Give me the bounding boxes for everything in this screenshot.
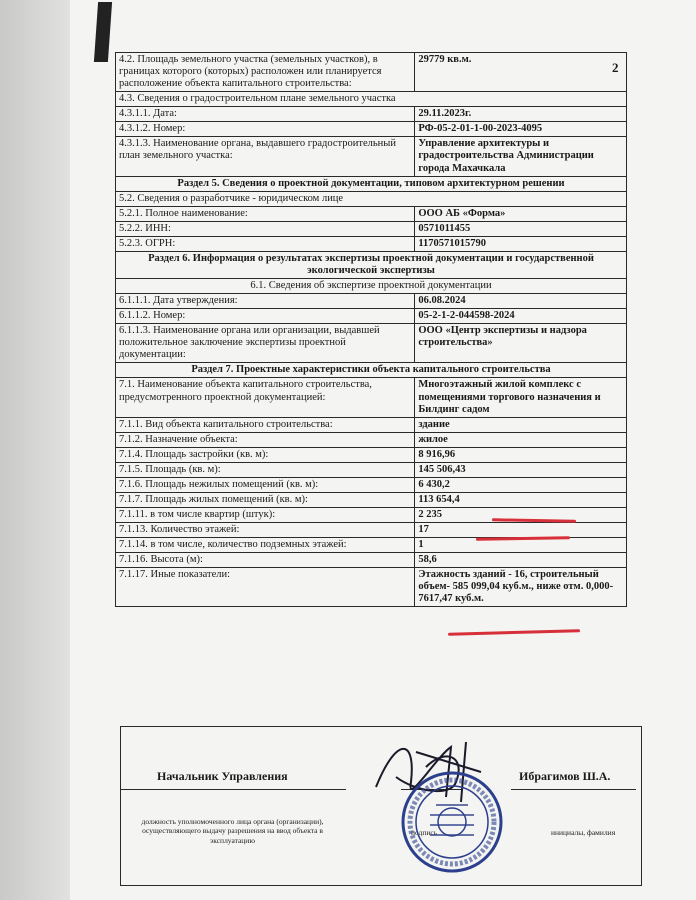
table-row	[116, 294, 627, 309]
label-cell: 6.1.1.3. Наименование органа или организации, выдавшей положительное заключение экспертизы проектной документации:	[116, 324, 415, 363]
table-row	[116, 447, 627, 462]
section-heading: Раздел 6. Информация о результатах экспертизы проектной документации и государственной экологической экспертизы	[116, 251, 627, 278]
table-row	[116, 191, 627, 206]
label-cell: 4.3.1.2. Номер:	[116, 122, 415, 137]
label-cell: 6.1.1.2. Номер:	[116, 309, 415, 324]
label-cell: 7.1.17. Иные показатели:	[116, 568, 415, 607]
page-number: 2	[612, 60, 619, 75]
table-row	[116, 324, 627, 363]
value-cell: Управление архитектуры и градостроительства Администрации города Махачкала	[415, 137, 627, 176]
table-row	[116, 568, 627, 607]
value-cell: 6 430,2	[415, 477, 627, 492]
label-cell: 5.2.3. ОГРН:	[116, 236, 415, 251]
signer-position: Начальник Управления	[157, 769, 288, 783]
value-cell: 58,6	[415, 553, 627, 568]
value-cell: 1	[415, 538, 627, 553]
label-cell: 7.1.1. Вид объекта капитального строительства:	[116, 417, 415, 432]
table-row	[116, 221, 627, 236]
value-cell: 29779 кв.м.	[415, 53, 627, 92]
label-cell: 4.2. Площадь земельного участка (земельных участков), в границах которого (которых) расположен или планируется расположение объекта капитального строительства:	[116, 53, 415, 92]
value-cell: 8 916,96	[415, 447, 627, 462]
label-cell: 7.1.6. Площадь нежилых помещений (кв. м):	[116, 477, 415, 492]
table-row	[116, 378, 627, 417]
signature-block	[120, 726, 642, 886]
label-cell: 7.1. Наименование объекта капитального строительства, предусмотренного проектной документацией:	[116, 378, 415, 417]
table-row	[116, 236, 627, 251]
label-cell: 4.3.1.1. Дата:	[116, 107, 415, 122]
table-row	[116, 309, 627, 324]
subsection-heading: 6.1. Сведения об экспертизе проектной документации	[116, 279, 627, 294]
table-row	[116, 53, 627, 92]
label-cell: 7.1.5. Площадь (кв. м):	[116, 462, 415, 477]
table-row	[116, 176, 627, 191]
label-cell: 7.1.4. Площадь застройки (кв. м):	[116, 447, 415, 462]
value-cell: 113 654,4	[415, 492, 627, 507]
value-cell: 17	[415, 523, 627, 538]
value-cell: 0571011455	[415, 221, 627, 236]
label-cell: 7.1.2. Назначение объекта:	[116, 432, 415, 447]
value-cell: здание	[415, 417, 627, 432]
value-cell: ООО «Центр экспертизы и надзора строительства»	[415, 324, 627, 363]
label-cell: 5.2.2. ИНН:	[116, 221, 415, 236]
label-cell: 7.1.14. в том числе, количество подземных этажей:	[116, 538, 415, 553]
value-cell: Этажность зданий - 16, строительный объем- 585 099,04 куб.м., ниже отм. 0,000-7617,47 куб.м.	[415, 568, 627, 607]
label-cell: 4.3.1.3. Наименование органа, выдавшего градостроительный план земельного участка:	[116, 137, 415, 176]
signature-line	[121, 789, 346, 790]
value-cell: 1170571015790	[415, 236, 627, 251]
official-seal-stamp	[400, 770, 504, 874]
permit-table	[115, 52, 627, 607]
name-caption: инициалы, фамилия	[551, 828, 616, 837]
position-caption: должность уполномоченного лица органа (организации), осуществляющего выдачу разрешения на ввод объекта в эксплуатацию	[141, 817, 324, 845]
label-cell: 7.1.11. в том числе квартир (штук):	[116, 508, 415, 523]
value-cell: Многоэтажный жилой комплекс с помещениями торгового назначения и Билдинг садом	[415, 378, 627, 417]
scan-background	[0, 0, 72, 900]
table-row	[116, 553, 627, 568]
table-row	[116, 279, 627, 294]
subsection-heading: 4.3. Сведения о градостроительном плане земельного участка	[116, 92, 627, 107]
value-cell: 29.11.2023г.	[415, 107, 627, 122]
table-row	[116, 363, 627, 378]
value-cell: 145 506,43	[415, 462, 627, 477]
table-row	[116, 492, 627, 507]
table-row	[116, 122, 627, 137]
value-cell: жилое	[415, 432, 627, 447]
table-row	[116, 538, 627, 553]
subsection-heading: 5.2. Сведения о разработчике - юридическом лице	[116, 191, 627, 206]
value-cell: РФ-05-2-01-1-00-2023-4095	[415, 122, 627, 137]
label-cell: 6.1.1.1. Дата утверждения:	[116, 294, 415, 309]
label-cell: 5.2.1. Полное наименование:	[116, 206, 415, 221]
value-cell: 2 235	[415, 508, 627, 523]
label-cell: 7.1.7. Площадь жилых помещений (кв. м):	[116, 492, 415, 507]
signature-caption: подпись	[411, 828, 438, 837]
value-cell: 06.08.2024	[415, 294, 627, 309]
section-heading: Раздел 5. Сведения о проектной документации, типовом архитектурном решении	[116, 176, 627, 191]
table-row	[116, 251, 627, 278]
section-heading: Раздел 7. Проектные характеристики объекта капитального строительства	[116, 363, 627, 378]
table-row	[116, 477, 627, 492]
table-row	[116, 523, 627, 538]
signature-line	[511, 789, 636, 790]
table-row	[116, 432, 627, 447]
table-row	[116, 92, 627, 107]
label-cell: 7.1.13. Количество этажей:	[116, 523, 415, 538]
table-row	[116, 206, 627, 221]
table-row	[116, 417, 627, 432]
table-row	[116, 137, 627, 176]
value-cell: 05-2-1-2-044598-2024	[415, 309, 627, 324]
table-row	[116, 462, 627, 477]
signer-name: Ибрагимов Ш.А.	[519, 769, 611, 783]
table-row	[116, 107, 627, 122]
label-cell: 7.1.16. Высота (м):	[116, 553, 415, 568]
value-cell: ООО АБ «Форма»	[415, 206, 627, 221]
